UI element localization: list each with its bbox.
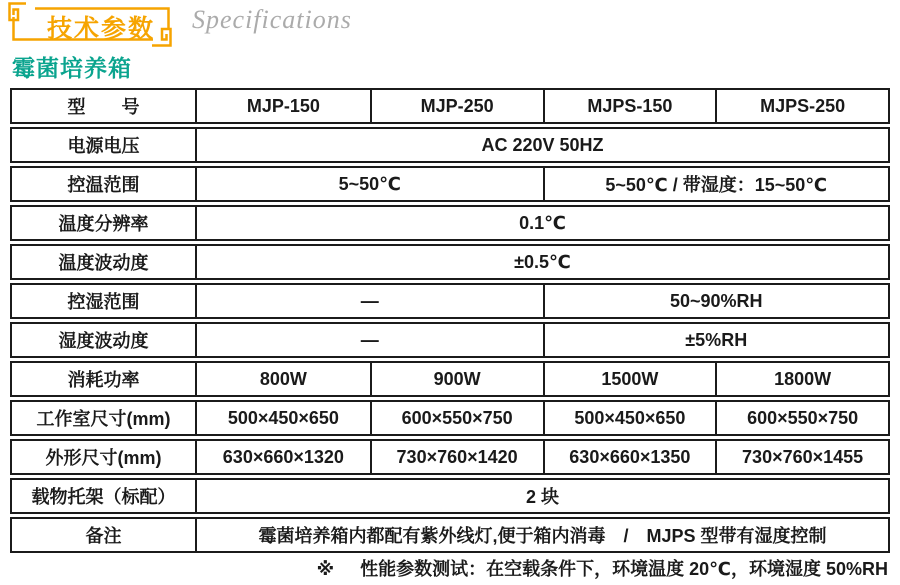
spec-row — [10, 283, 890, 319]
spec-cell: 500×450×650 — [543, 402, 716, 434]
row-label: 型 号 — [12, 90, 197, 122]
spec-cell: — — [360, 290, 379, 311]
section-title-block — [5, 0, 187, 50]
row-cells — [197, 324, 888, 356]
spec-cell: — — [360, 329, 379, 350]
row-cells — [197, 363, 888, 395]
row-cells — [197, 168, 888, 200]
model-name-cell: MJPS-150 — [543, 90, 716, 122]
spec-cell: 900W — [370, 363, 543, 395]
spec-cell: 730×760×1455 — [715, 441, 888, 473]
spec-cell: 1500W — [543, 363, 716, 395]
fret-icon — [10, 4, 27, 21]
spec-row — [10, 400, 890, 436]
spec-row — [10, 439, 890, 475]
row-label: 外形尺寸(mm) — [12, 441, 197, 473]
row-label: 备注 — [12, 519, 197, 551]
spec-cell: 5~50℃ / 带湿度：15~50℃ — [543, 168, 889, 200]
spec-cell: 600×550×750 — [370, 402, 543, 434]
spec-row — [10, 127, 890, 163]
spec-cell: 0.1℃ — [519, 212, 566, 233]
model-name-cell: MJP-150 — [246, 95, 320, 116]
row-cells — [197, 246, 888, 278]
spec-cell: 霉菌培养箱内都配有紫外线灯,便于箱内消毒 / MJPS 型带有湿度控制 — [258, 526, 827, 546]
spec-cell: ±5%RH — [543, 324, 889, 356]
spec-cell: 630×660×1350 — [543, 441, 716, 473]
footnote-marker: ※ — [316, 559, 335, 579]
row-label: 载物托架（标配） — [12, 480, 197, 512]
row-cells — [197, 441, 888, 473]
spec-row — [10, 478, 890, 514]
spec-row — [10, 322, 890, 358]
spec-row — [10, 205, 890, 241]
row-cells — [197, 129, 888, 161]
row-label: 控温范围 — [12, 168, 197, 200]
spec-cell: AC 220V 50HZ — [481, 134, 604, 155]
row-cells — [197, 480, 888, 512]
row-label: 工作室尺寸(mm) — [12, 402, 197, 434]
spec-row — [10, 244, 890, 280]
row-label: 温度波动度 — [12, 246, 197, 278]
footnote-text: 性能参数测试：在空载条件下，环境温度 20℃，环境湿度 50%RH — [360, 559, 888, 579]
spec-cell: 630×660×1320 — [222, 446, 344, 467]
model-name-cell: MJPS-250 — [715, 90, 888, 122]
spec-header-row — [10, 88, 890, 124]
spec-row — [10, 517, 890, 553]
spec-row — [10, 166, 890, 202]
section-subtitle-en: Specifications — [192, 5, 352, 34]
spec-cell: 2 块 — [525, 487, 559, 507]
row-cells — [197, 285, 888, 317]
spec-cell: 5~50℃ — [338, 173, 401, 194]
footnote — [10, 555, 888, 581]
section-title: 技术参数 — [46, 15, 155, 43]
spec-cell: 800W — [259, 368, 307, 389]
spec-cell: 600×550×750 — [715, 402, 888, 434]
spec-table — [10, 88, 890, 556]
spec-cell: 50~90%RH — [543, 285, 889, 317]
row-cells — [197, 90, 888, 122]
model-name-cell: MJP-250 — [370, 90, 543, 122]
row-label: 控湿范围 — [12, 285, 197, 317]
row-cells — [197, 519, 888, 551]
spec-row — [10, 361, 890, 397]
spec-cell: 500×450×650 — [227, 407, 339, 428]
row-label: 温度分辨率 — [12, 207, 197, 239]
spec-cell: ±0.5℃ — [514, 251, 571, 272]
row-label: 电源电压 — [12, 129, 197, 161]
row-label: 消耗功率 — [12, 363, 197, 395]
spec-cell: 1800W — [715, 363, 888, 395]
row-label: 湿度波动度 — [12, 324, 197, 356]
spec-cell: 730×760×1420 — [370, 441, 543, 473]
row-cells — [197, 207, 888, 239]
product-title: 霉菌培养箱 — [12, 55, 132, 81]
row-cells — [197, 402, 888, 434]
